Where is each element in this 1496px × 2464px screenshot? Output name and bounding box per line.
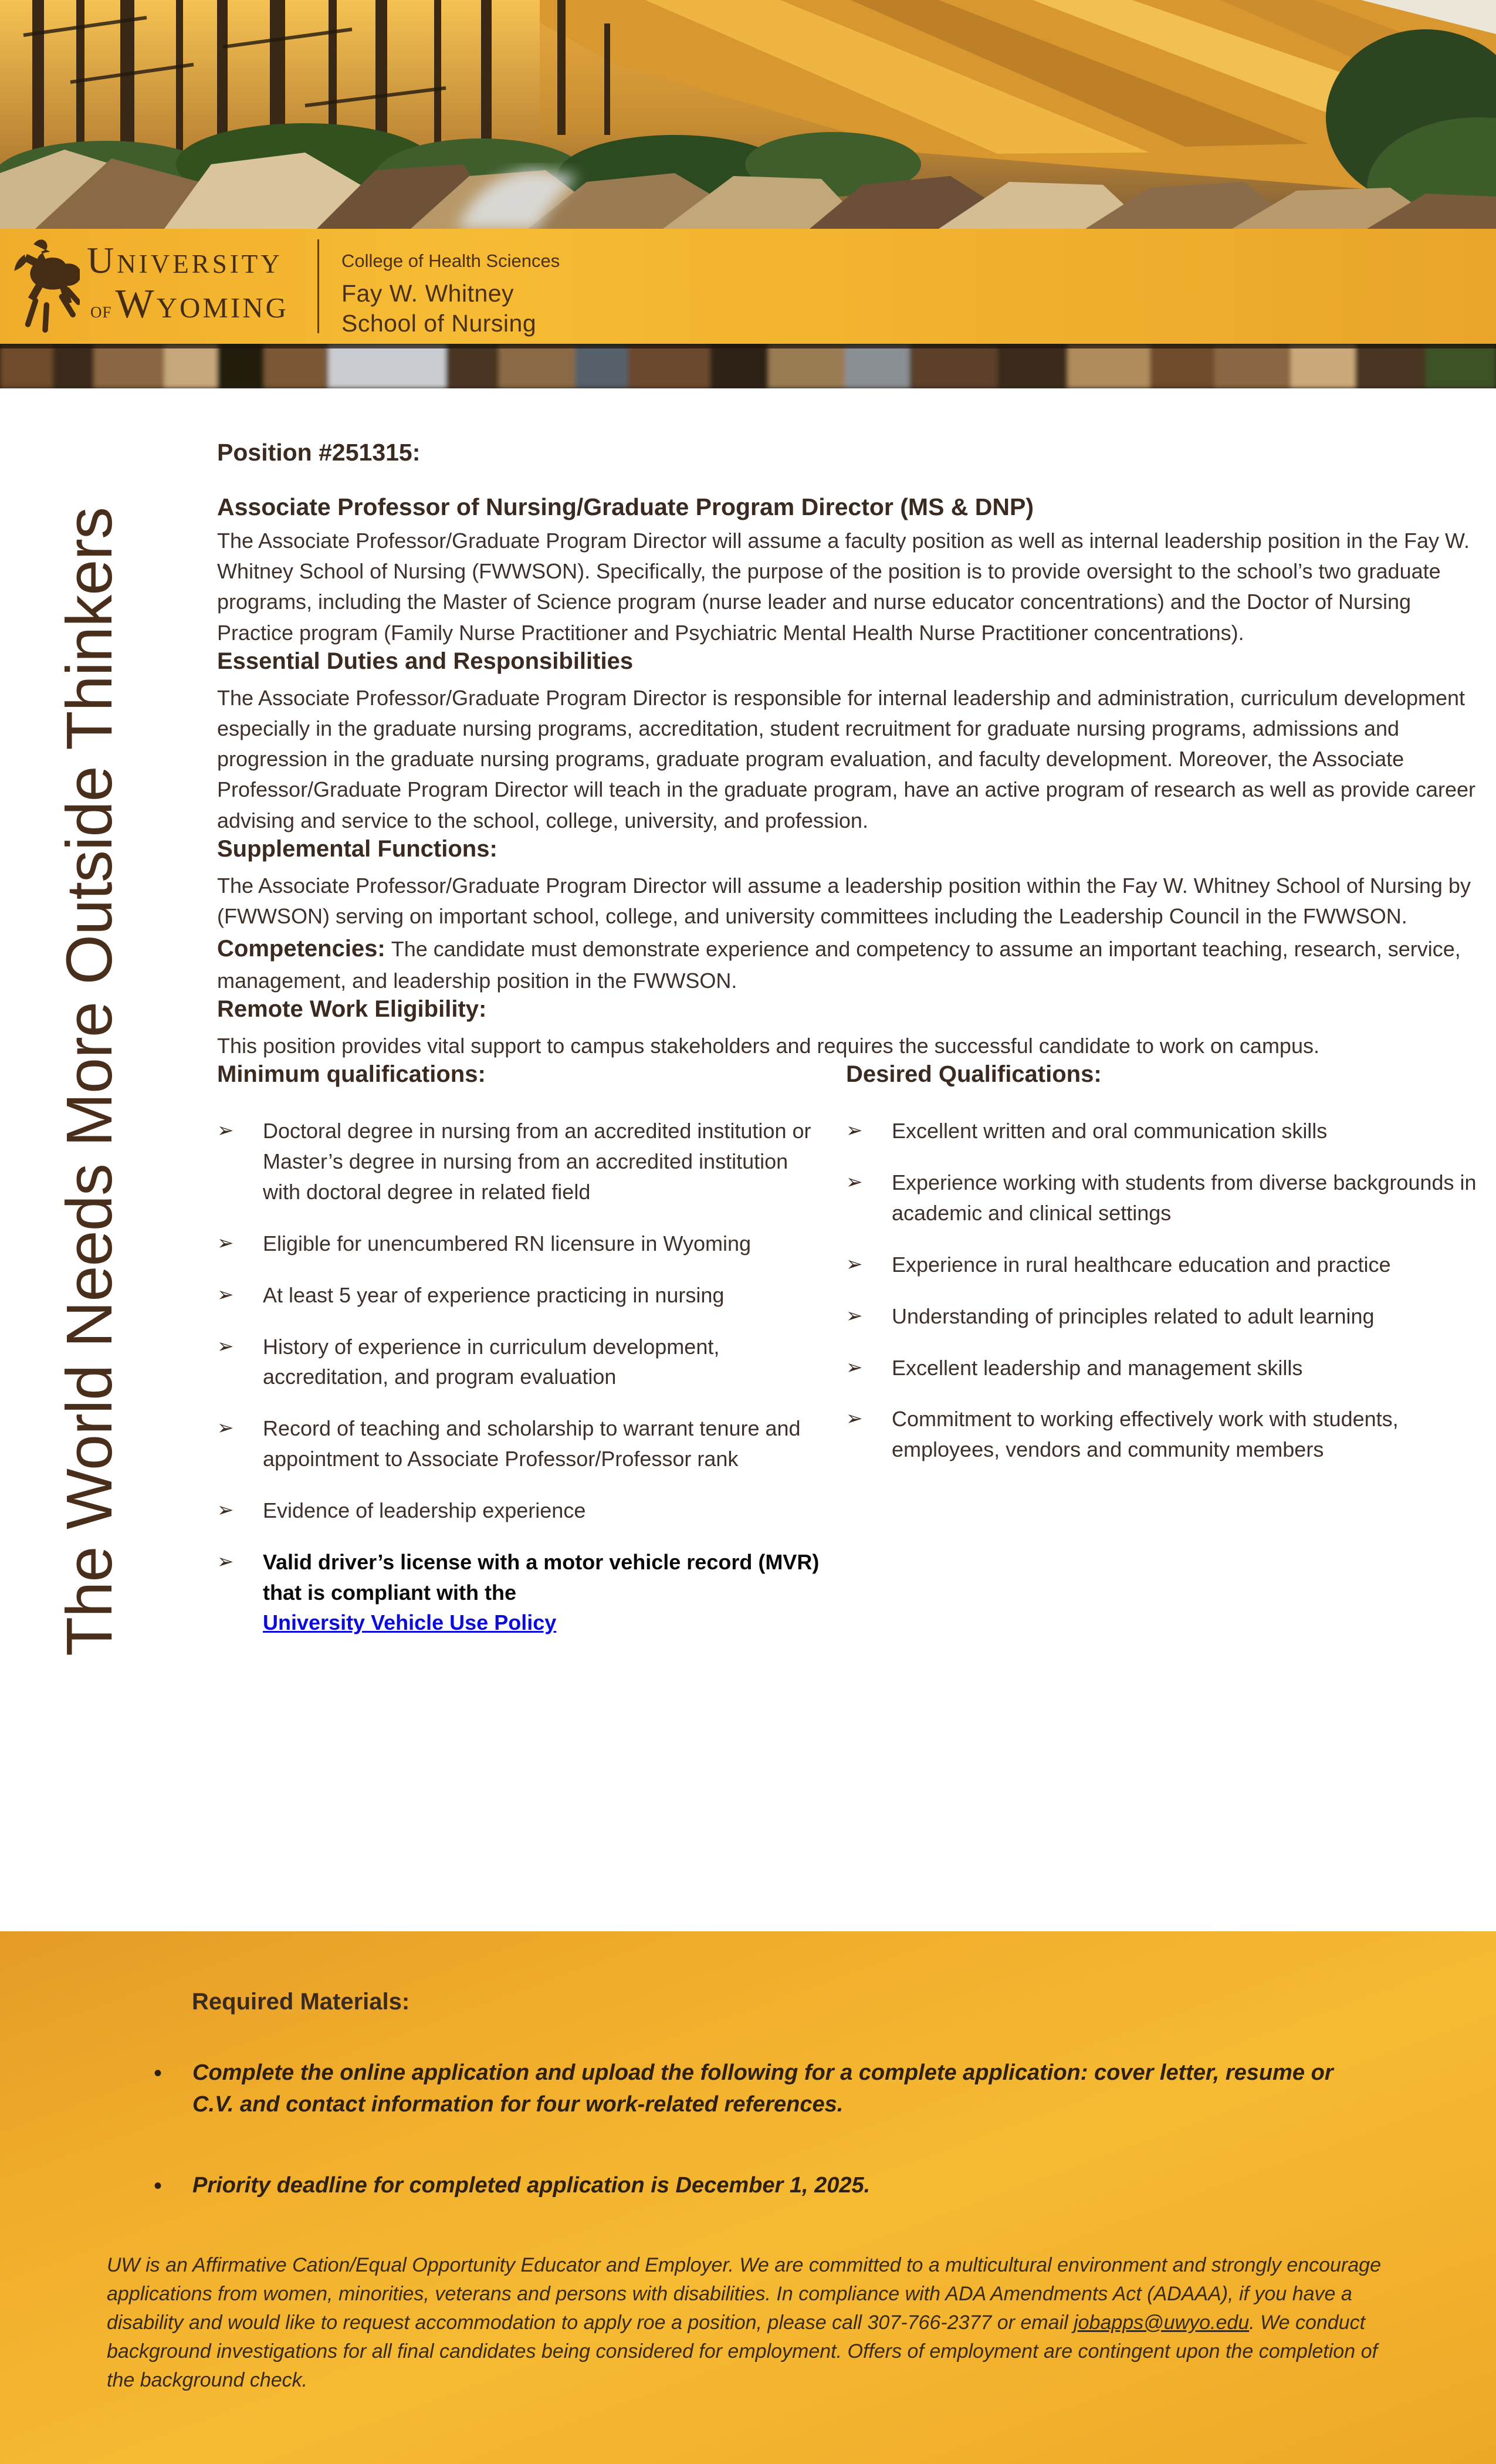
competencies-heading: Competencies: <box>217 936 385 962</box>
minimum-qualifications-list <box>217 1116 826 1638</box>
competencies-paragraph <box>217 932 1482 996</box>
list-item: ➢ Record of teaching and scholarship to warrant tenure and appointment to Associate Professor/Professor rank <box>217 1413 826 1474</box>
main-content <box>217 439 1482 1659</box>
list-item: ➢ At least 5 year of experience practicing in nursing <box>217 1280 826 1311</box>
position-number: Position #251315: <box>217 439 421 466</box>
list-item: • Priority deadline for completed application is December 1, 2025. <box>154 2170 1374 2202</box>
essential-duties-body: The Associate Professor/Graduate Program Director is responsible for internal leadership and administration, curriculum development especially in the graduate nursing programs, accreditation, student recruitment for graduate nursing programs, admissions and progression in the graduate nursing programs, graduate program evaluation, and faculty development. Moreover, the Associate Professor/Graduate Program Director will teach in the graduate program, have an active program of research as well as provide career advising and service to the school, college, university, and profession. <box>217 685 1476 832</box>
school-name-line1: Fay W. Whitney <box>341 279 515 307</box>
list-item: ➢ Commitment to working effectively work with students, employees, vendors and community members <box>846 1404 1482 1465</box>
supplemental-heading: Supplemental Functions: <box>217 835 497 862</box>
list-item: ➢ Eligible for unencumbered RN licensure in Wyoming <box>217 1228 826 1259</box>
qualifications-columns <box>217 1061 1482 1659</box>
disc-bullet-icon: • <box>154 2172 163 2199</box>
arrow-bullet-icon: ➢ <box>217 1335 234 1358</box>
footer-section <box>0 1931 1496 2464</box>
list-item: ➢ Understanding of principles related to adult learning <box>846 1301 1482 1332</box>
vehicle-use-policy-link[interactable]: University Vehicle Use Policy <box>263 1610 557 1635</box>
list-item: ➢ Doctoral degree in nursing from an accredited institution or Master’s degree in nursing from an accredited institution with doctoral degree in related field <box>217 1116 826 1207</box>
desired-qualifications-column <box>846 1061 1482 1659</box>
desired-qualifications-heading: Desired Qualifications: <box>846 1061 1102 1088</box>
minimum-qualifications-column <box>217 1061 826 1659</box>
arrow-bullet-icon: ➢ <box>846 1356 863 1379</box>
list-item: ➢ History of experience in curriculum development, accreditation, and program evaluation <box>217 1332 826 1393</box>
arrow-bullet-icon: ➢ <box>217 1231 234 1254</box>
college-block <box>341 250 560 339</box>
driver-license-text: Valid driver’s license with a motor vehicle record (MVR) that is compliant with the <box>263 1549 820 1605</box>
rocks-stream-illustration <box>0 344 1496 388</box>
arrow-bullet-icon: ➢ <box>217 1283 234 1306</box>
university-wordmark-line2: ofWyoming <box>90 282 289 327</box>
arrow-bullet-icon: ➢ <box>217 1119 234 1142</box>
brand-banner <box>0 229 1496 344</box>
remote-work-body: This position provides vital support to campus stakeholders and requires the successful candidate to work on campus. <box>217 1034 1319 1058</box>
university-wordmark-line1: University <box>87 239 283 281</box>
essential-duties-heading: Essential Duties and Responsibilities <box>217 648 634 674</box>
banner-divider <box>317 239 319 333</box>
position-title: Associate Professor of Nursing/Graduate Program Director (MS & DNP) <box>217 493 1034 520</box>
wordmark-of: of <box>90 298 112 323</box>
list-item: ➢ Excellent written and oral communication skills <box>846 1116 1482 1146</box>
jobapps-email-link[interactable]: jobapps@uwyo.edu <box>1074 2311 1250 2334</box>
arrow-bullet-icon: ➢ <box>846 1171 863 1194</box>
arrow-bullet-icon: ➢ <box>217 1550 234 1573</box>
mountain-landscape-illustration <box>0 0 1496 229</box>
header-photo <box>0 0 1496 229</box>
university-wordmark <box>87 239 316 327</box>
school-name-line2: School of Nursing <box>341 310 537 337</box>
minimum-qualifications-heading: Minimum qualifications: <box>217 1061 486 1088</box>
disc-bullet-icon: • <box>154 2060 163 2086</box>
required-materials-list <box>154 2057 1374 2202</box>
list-item: ➢ Experience in rural healthcare education and practice <box>846 1250 1482 1280</box>
photo-strip <box>0 344 1496 388</box>
list-item: ➢ Excellent leadership and management skills <box>846 1353 1482 1383</box>
position-summary: The Associate Professor/Graduate Program Director will assume a faculty position as well as internal leadership position in the Fay W. Whitney School of Nursing (FWWSON). Specifically, the purpose of the position is to provide oversight to the school’s two graduate programs, including the Master of Science program (nurse leader and nurse educator concentrations) and the Doctor of Nursing Practice program (Family Nurse Practitioner and Psychiatric Mental Health Nurse Practitioner concentrations). <box>217 529 1470 645</box>
side-headline: The World Needs More Outside Thinkers <box>53 507 126 1657</box>
arrow-bullet-icon: ➢ <box>846 1119 863 1142</box>
required-materials-heading: Required Materials: <box>192 1989 410 2015</box>
arrow-bullet-icon: ➢ <box>846 1253 863 1275</box>
arrow-bullet-icon: ➢ <box>846 1304 863 1327</box>
arrow-bullet-icon: ➢ <box>846 1407 863 1430</box>
eeo-statement: UW is an Affirmative Cation/Equal Opportunity Educator and Employer. We are committed to a multicultural environment and strongly encourage applications from women, minorities, veterans and persons with disabilities. In compliance with ADA Amendments Act (ADAAA), if you have a disability and would like to request accommodation to apply roe a position, please call 307-766-2377 or email jobapps@uwyo.edu. We conduct background investigations for all final candidates being considered for employment. Offers of employment are contingent upon the completion of the background check. <box>107 2253 1381 2391</box>
arrow-bullet-icon: ➢ <box>217 1498 234 1521</box>
competencies-body: The candidate must demonstrate experience and competency to assume an important teaching, research, service, management, and leadership position in the FWWSON. <box>217 937 1461 993</box>
college-name: College of Health Sciences <box>341 251 560 271</box>
list-item: • Complete the online application and upload the following for a complete application: cover letter, resume or C.V. and contact information for four work-related references. <box>154 2057 1374 2121</box>
supplemental-body: The Associate Professor/Graduate Program Director will assume a leadership position within the Fay W. Whitney School of Nursing by (FWWSON) serving on important school, college, and university committees including the Leadership Council in the FWWSON. <box>217 873 1471 928</box>
list-item: ➢ Experience working with students from diverse backgrounds in academic and clinical settings <box>846 1167 1482 1228</box>
list-item: ➢ Evidence of leadership experience <box>217 1495 826 1526</box>
bucking-horse-logo-icon <box>11 232 80 340</box>
list-item-with-link <box>217 1547 826 1638</box>
desired-qualifications-list <box>846 1116 1482 1465</box>
remote-work-heading: Remote Work Eligibility: <box>217 996 487 1023</box>
arrow-bullet-icon: ➢ <box>217 1417 234 1440</box>
